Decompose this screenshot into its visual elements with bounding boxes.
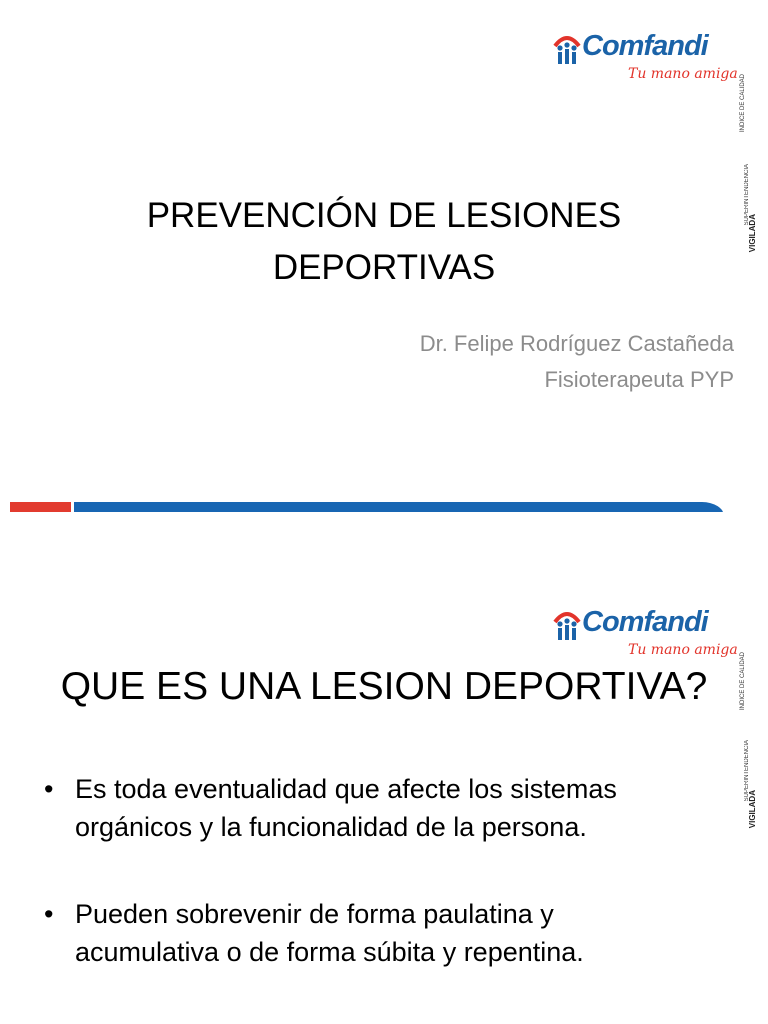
slide-definition <box>0 512 768 1024</box>
title-line-1: PREVENCIÓN DE LESIONES <box>146 196 622 235</box>
slide-heading: QUE ES UNA LESION DEPORTIVA? <box>60 665 708 708</box>
logo-tagline: Tu mano amiga <box>628 66 738 82</box>
presenter-info <box>420 326 734 398</box>
bullet-line-2: orgánicos y la funcionalidad de la persona. <box>75 812 587 842</box>
logo-tagline: Tu mano amiga <box>628 642 738 658</box>
presenter-role: Fisioterapeuta PYP <box>544 367 734 392</box>
list-item <box>44 770 704 846</box>
bullet-line-2: acumulativa o de forma súbita y repentina. <box>75 937 584 967</box>
comfandi-people-icon <box>552 608 582 642</box>
title-line-2: DEPORTIVAS <box>272 248 496 287</box>
slide-title-heading <box>64 190 704 294</box>
vigilada-label: VIGILADA <box>748 213 757 252</box>
list-item <box>44 895 704 971</box>
comfandi-logo <box>552 606 738 670</box>
comfandi-people-icon <box>552 32 582 66</box>
vigilada-seal-text: SUPERINTENDENCIA <box>744 164 750 226</box>
quality-seal-text: ÍNDICE DE CALIDAD <box>740 74 746 133</box>
vigilada-label: VIGILADA <box>748 789 757 828</box>
logo-wordmark: Comfandi <box>582 606 708 638</box>
bullet-list <box>44 770 704 1020</box>
quality-seal-text: ÍNDICE DE CALIDAD <box>740 652 746 711</box>
vigilada-seal <box>744 740 766 828</box>
logo-wordmark: Comfandi <box>582 30 708 62</box>
bullet-dot-icon: • <box>44 899 54 929</box>
comfandi-logo <box>552 30 738 94</box>
bullet-line-1: Es toda eventualidad que afecte los sistemas <box>75 774 617 804</box>
presenter-name: Dr. Felipe Rodríguez Castañeda <box>419 331 734 356</box>
bullet-dot-icon: • <box>44 774 54 804</box>
bullet-line-1: Pueden sobrevenir de forma paulatina y <box>75 899 554 929</box>
vigilada-seal-text: SUPERINTENDENCIA <box>744 740 750 802</box>
vigilada-seal <box>744 164 766 252</box>
quality-seal <box>740 74 762 136</box>
